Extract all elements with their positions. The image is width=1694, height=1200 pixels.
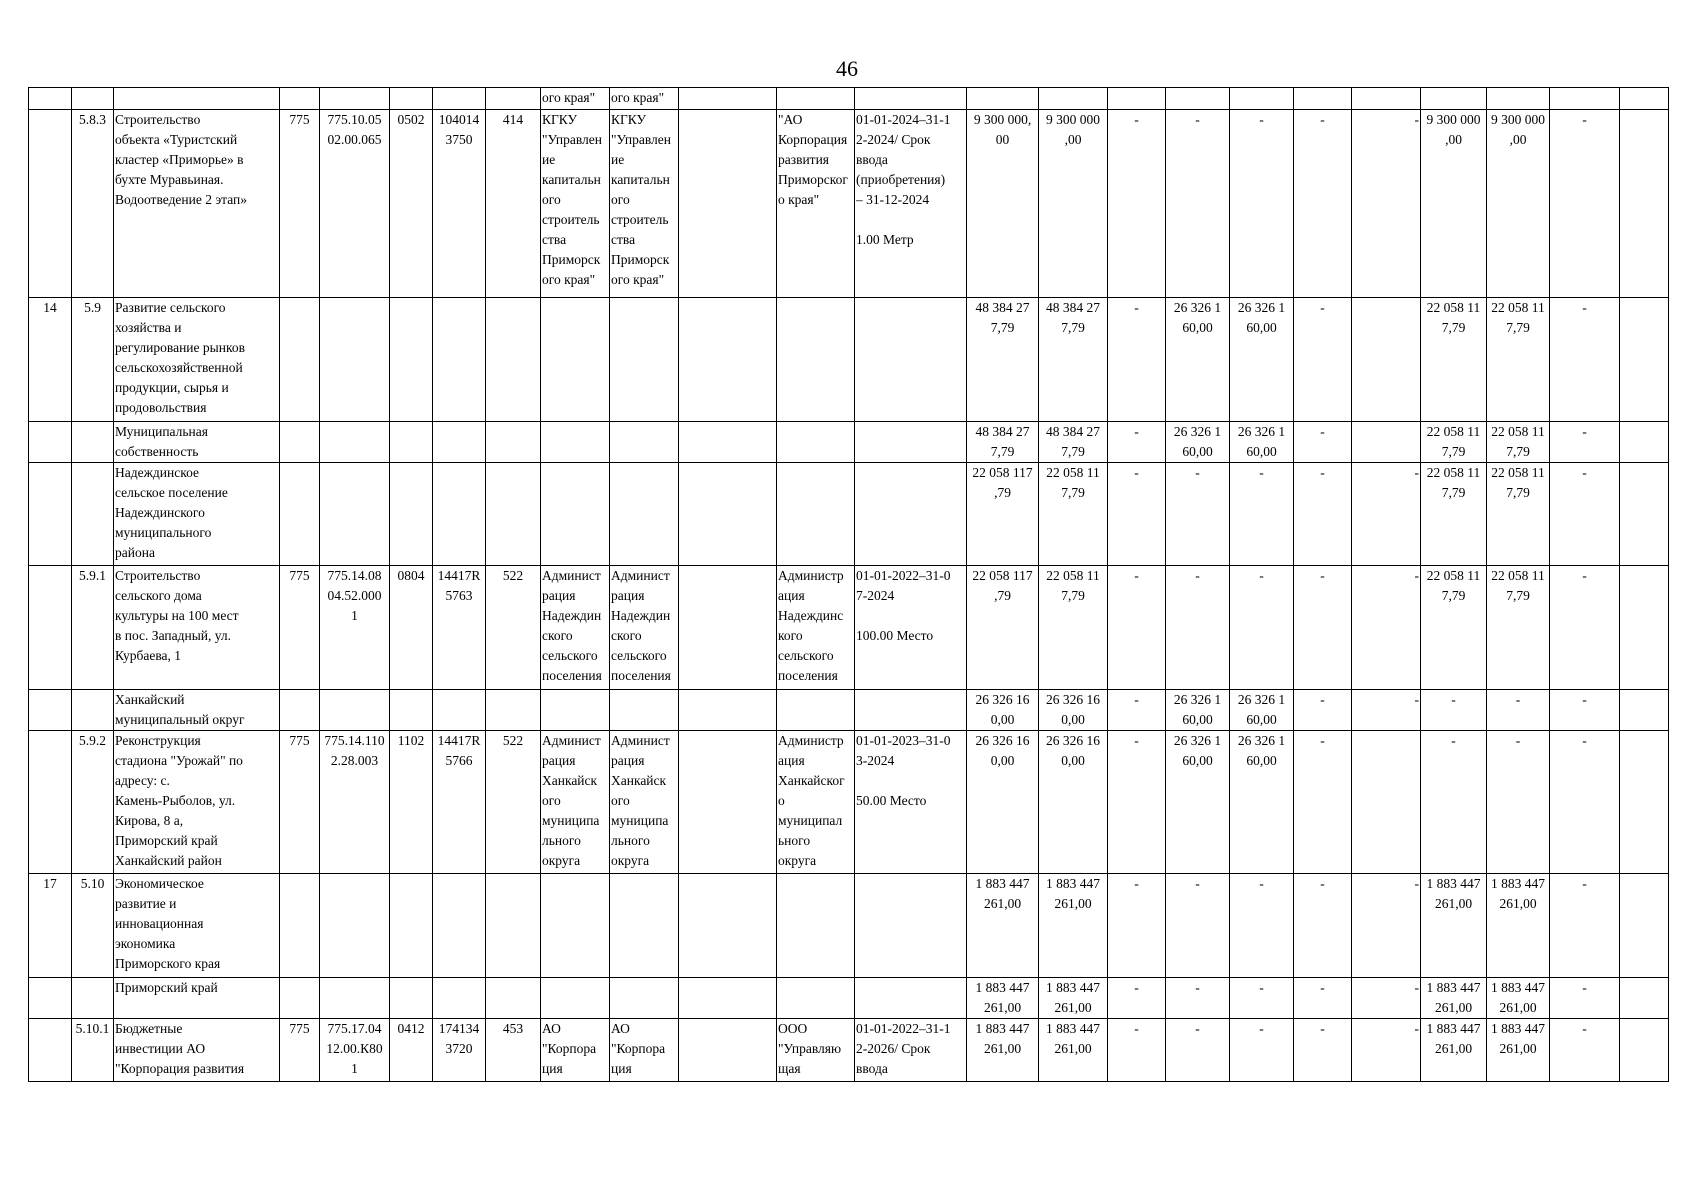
cell-code — [72, 88, 114, 110]
cell-amount: - — [1352, 1019, 1421, 1082]
cell-amount: 1 883 447 261,00 — [967, 1019, 1039, 1082]
cell-amount: 22 058 11 7,79 — [1421, 566, 1487, 690]
cell-csr — [320, 690, 390, 731]
cell-csr — [320, 463, 390, 566]
cell-amount: - — [1550, 463, 1620, 566]
cell-amount: 26 326 1 60,00 — [1166, 422, 1230, 463]
cell-amount: 26 326 1 60,00 — [1230, 690, 1294, 731]
cell-num — [29, 110, 72, 298]
cell-rzpr — [390, 690, 433, 731]
cell-amount — [1620, 110, 1669, 298]
cell-amount: - — [1230, 978, 1294, 1019]
cell-customer — [541, 422, 610, 463]
cell-name: Ханкайский муниципальный округ — [114, 690, 280, 731]
cell-name: Реконструкция стадиона "Урожай" по адресу: с. Камень-Рыболов, ул. Кирова, 8 а, Приморский край Ханкайский район — [114, 731, 280, 874]
cell-amount: - — [1294, 874, 1352, 978]
cell-amount: 26 326 16 0,00 — [1039, 731, 1108, 874]
cell-vr — [486, 690, 541, 731]
cell-developer: АО "Корпора ция — [610, 1019, 679, 1082]
cell-amount: 22 058 11 7,79 — [1487, 298, 1550, 422]
cell-csr: 775.10.05 02.00.065 — [320, 110, 390, 298]
cell-csr: 775.17.04 12.00.К80 1 — [320, 1019, 390, 1082]
cell-customer: КГКУ "Управлен ие капитальн ого строитель ства Приморск ого края" — [541, 110, 610, 298]
cell-amount: - — [1294, 298, 1352, 422]
cell-amount: - — [1294, 422, 1352, 463]
cell-executor: Администр ация Надеждинс кого сельского поселения — [777, 566, 855, 690]
cell-num — [29, 463, 72, 566]
cell-executor: ООО "Управляю щая — [777, 1019, 855, 1082]
cell-executor — [777, 422, 855, 463]
cell-name: Надеждинское сельское поселение Надеждинского муниципального района — [114, 463, 280, 566]
cell-amount: 26 326 1 60,00 — [1166, 298, 1230, 422]
cell-amount: 26 326 1 60,00 — [1230, 298, 1294, 422]
cell-amount — [1421, 88, 1487, 110]
cell-csr — [320, 422, 390, 463]
cell-num — [29, 422, 72, 463]
page-number: 46 — [836, 56, 858, 81]
cell-developer — [610, 690, 679, 731]
cell-csr: 775.14.08 04.52.000 1 — [320, 566, 390, 690]
cell-amount: 1 883 447 261,00 — [967, 874, 1039, 978]
cell-name: Строительство сельского дома культуры на 100 мест в пос. Западный, ул. Курбаева, 1 — [114, 566, 280, 690]
cell-amount: 9 300 000 ,00 — [1487, 110, 1550, 298]
cell-amount — [1620, 566, 1669, 690]
cell-amount: - — [1352, 690, 1421, 731]
cell-kcsr — [433, 88, 486, 110]
table-row — [29, 690, 1669, 731]
cell-kcsr — [433, 422, 486, 463]
cell-name — [114, 88, 280, 110]
cell-vr — [486, 874, 541, 978]
table-row — [29, 978, 1669, 1019]
cell-amount: - — [1294, 1019, 1352, 1082]
cell-grbs: 775 — [280, 1019, 320, 1082]
cell-code — [72, 463, 114, 566]
cell-code — [72, 422, 114, 463]
cell-code: 5.8.3 — [72, 110, 114, 298]
cell-amount: 26 326 16 0,00 — [967, 690, 1039, 731]
cell-amount: - — [1166, 1019, 1230, 1082]
cell-amount: 22 058 11 7,79 — [1039, 566, 1108, 690]
cell-vr: 522 — [486, 566, 541, 690]
cell-empty — [679, 1019, 777, 1082]
cell-vr: 453 — [486, 1019, 541, 1082]
cell-num — [29, 690, 72, 731]
cell-period: 01-01-2022–31-0 7-2024 100.00 Место — [855, 566, 967, 690]
cell-empty — [679, 298, 777, 422]
cell-amount: - — [1166, 978, 1230, 1019]
cell-amount: - — [1352, 566, 1421, 690]
cell-rzpr — [390, 463, 433, 566]
cell-amount — [1108, 88, 1166, 110]
cell-csr — [320, 88, 390, 110]
cell-executor — [777, 874, 855, 978]
cell-empty — [679, 731, 777, 874]
cell-amount: 1 883 447 261,00 — [1487, 874, 1550, 978]
cell-grbs: 775 — [280, 731, 320, 874]
cell-amount: - — [1294, 110, 1352, 298]
cell-name: Бюджетные инвестиции АО "Корпорация развития — [114, 1019, 280, 1082]
cell-period — [855, 88, 967, 110]
cell-amount — [1620, 731, 1669, 874]
cell-amount: 1 883 447 261,00 — [1039, 874, 1108, 978]
cell-amount: 1 883 447 261,00 — [1039, 1019, 1108, 1082]
cell-amount: - — [1421, 690, 1487, 731]
cell-name: Строительство объекта «Туристский кластер «Приморье» в бухте Муравьиная. Водоотведение 2 этап» — [114, 110, 280, 298]
cell-amount: - — [1294, 978, 1352, 1019]
cell-amount — [1620, 1019, 1669, 1082]
cell-amount — [1620, 874, 1669, 978]
cell-amount: - — [1230, 1019, 1294, 1082]
cell-amount: - — [1166, 110, 1230, 298]
cell-amount — [1550, 88, 1620, 110]
cell-customer: ого края" — [541, 88, 610, 110]
cell-period — [855, 463, 967, 566]
cell-num: 17 — [29, 874, 72, 978]
cell-kcsr — [433, 298, 486, 422]
cell-amount — [1620, 690, 1669, 731]
cell-amount: - — [1352, 463, 1421, 566]
cell-vr: 414 — [486, 110, 541, 298]
cell-amount — [1352, 298, 1421, 422]
cell-amount: 1 883 447 261,00 — [1039, 978, 1108, 1019]
cell-amount: 22 058 11 7,79 — [1487, 566, 1550, 690]
cell-amount: - — [1230, 110, 1294, 298]
cell-customer — [541, 298, 610, 422]
cell-amount: - — [1550, 110, 1620, 298]
cell-kcsr: 104014 3750 — [433, 110, 486, 298]
table-row — [29, 298, 1669, 422]
cell-code: 5.9.2 — [72, 731, 114, 874]
cell-amount: - — [1487, 731, 1550, 874]
cell-code: 5.9.1 — [72, 566, 114, 690]
table-row — [29, 88, 1669, 110]
cell-amount: 22 058 117 ,79 — [967, 566, 1039, 690]
cell-csr — [320, 978, 390, 1019]
cell-amount: - — [1550, 566, 1620, 690]
cell-amount: 9 300 000 ,00 — [1039, 110, 1108, 298]
cell-period: 01-01-2022–31-1 2-2026/ Срок ввода — [855, 1019, 967, 1082]
cell-num — [29, 978, 72, 1019]
cell-amount: 22 058 11 7,79 — [1487, 463, 1550, 566]
cell-amount — [1230, 88, 1294, 110]
cell-amount: 48 384 27 7,79 — [1039, 422, 1108, 463]
table-row — [29, 731, 1669, 874]
cell-amount: 26 326 16 0,00 — [1039, 690, 1108, 731]
cell-empty — [679, 566, 777, 690]
cell-period: 01-01-2023–31-0 3-2024 50.00 Место — [855, 731, 967, 874]
cell-amount: 1 883 447 261,00 — [1421, 874, 1487, 978]
cell-executor: "АО Корпорация развития Приморског о края" — [777, 110, 855, 298]
cell-period — [855, 978, 967, 1019]
cell-empty — [679, 88, 777, 110]
cell-rzpr — [390, 88, 433, 110]
cell-amount: - — [1550, 1019, 1620, 1082]
cell-empty — [679, 690, 777, 731]
cell-grbs — [280, 874, 320, 978]
cell-amount: 22 058 11 7,79 — [1487, 422, 1550, 463]
cell-rzpr — [390, 874, 433, 978]
cell-kcsr: 174134 3720 — [433, 1019, 486, 1082]
cell-amount: 9 300 000, 00 — [967, 110, 1039, 298]
cell-amount: - — [1550, 731, 1620, 874]
cell-amount: - — [1294, 566, 1352, 690]
cell-grbs — [280, 978, 320, 1019]
cell-developer — [610, 978, 679, 1019]
cell-empty — [679, 463, 777, 566]
cell-amount: - — [1294, 731, 1352, 874]
cell-developer: Админист рация Ханкайск ого муниципа льного округа — [610, 731, 679, 874]
table-row — [29, 463, 1669, 566]
cell-amount — [1620, 422, 1669, 463]
cell-rzpr: 0412 — [390, 1019, 433, 1082]
cell-customer: АО "Корпора ция — [541, 1019, 610, 1082]
cell-amount: - — [1550, 874, 1620, 978]
cell-kcsr — [433, 690, 486, 731]
cell-amount: 22 058 11 7,79 — [1421, 463, 1487, 566]
cell-amount: 1 883 447 261,00 — [1487, 978, 1550, 1019]
cell-empty — [679, 422, 777, 463]
cell-code: 5.10 — [72, 874, 114, 978]
cell-amount: - — [1352, 978, 1421, 1019]
cell-amount: - — [1550, 690, 1620, 731]
cell-num — [29, 566, 72, 690]
cell-developer — [610, 463, 679, 566]
cell-amount — [1352, 422, 1421, 463]
cell-grbs: 775 — [280, 110, 320, 298]
cell-amount: - — [1550, 298, 1620, 422]
cell-amount: - — [1108, 298, 1166, 422]
cell-amount: 1 883 447 261,00 — [1421, 978, 1487, 1019]
cell-vr — [486, 463, 541, 566]
cell-amount: - — [1230, 566, 1294, 690]
cell-vr — [486, 978, 541, 1019]
cell-developer — [610, 422, 679, 463]
cell-amount: - — [1108, 463, 1166, 566]
cell-customer: Админист рация Ханкайск ого муниципа льного округа — [541, 731, 610, 874]
cell-amount: 48 384 27 7,79 — [967, 298, 1039, 422]
cell-period — [855, 422, 967, 463]
cell-amount — [1620, 978, 1669, 1019]
cell-period — [855, 298, 967, 422]
cell-amount — [1620, 88, 1669, 110]
cell-developer: Админист рация Надеждин ского сельского поселения — [610, 566, 679, 690]
table-row — [29, 1019, 1669, 1082]
cell-vr: 522 — [486, 731, 541, 874]
cell-amount: 26 326 1 60,00 — [1166, 690, 1230, 731]
cell-kcsr — [433, 978, 486, 1019]
cell-executor — [777, 88, 855, 110]
cell-period: 01-01-2024–31-1 2-2024/ Срок ввода (приобретения) – 31-12-2024 1.00 Метр — [855, 110, 967, 298]
cell-code — [72, 690, 114, 731]
cell-amount: - — [1166, 566, 1230, 690]
table-row — [29, 566, 1669, 690]
cell-empty — [679, 110, 777, 298]
cell-amount: - — [1230, 874, 1294, 978]
cell-code: 5.10.1 — [72, 1019, 114, 1082]
cell-amount: 48 384 27 7,79 — [1039, 298, 1108, 422]
cell-amount: 26 326 1 60,00 — [1230, 422, 1294, 463]
cell-grbs — [280, 422, 320, 463]
cell-csr: 775.14.110 2.28.003 — [320, 731, 390, 874]
cell-grbs — [280, 463, 320, 566]
cell-amount: - — [1550, 422, 1620, 463]
cell-num — [29, 88, 72, 110]
cell-kcsr: 14417R 5766 — [433, 731, 486, 874]
cell-csr — [320, 298, 390, 422]
table-row — [29, 874, 1669, 978]
cell-amount — [1294, 88, 1352, 110]
cell-amount: 22 058 11 7,79 — [1039, 463, 1108, 566]
cell-amount — [1039, 88, 1108, 110]
cell-vr — [486, 88, 541, 110]
cell-name: Муниципальная собственность — [114, 422, 280, 463]
cell-amount: - — [1421, 731, 1487, 874]
cell-executor: Администр ация Ханкайског о муниципал ьного округа — [777, 731, 855, 874]
cell-rzpr — [390, 978, 433, 1019]
cell-amount: - — [1230, 463, 1294, 566]
cell-amount: - — [1166, 874, 1230, 978]
cell-developer — [610, 874, 679, 978]
cell-executor — [777, 690, 855, 731]
cell-name: Экономическое развитие и инновационная экономика Приморского края — [114, 874, 280, 978]
cell-amount: - — [1294, 463, 1352, 566]
cell-amount — [1620, 298, 1669, 422]
cell-num: 14 — [29, 298, 72, 422]
cell-empty — [679, 874, 777, 978]
cell-amount: 1 883 447 261,00 — [1421, 1019, 1487, 1082]
cell-amount: - — [1108, 978, 1166, 1019]
cell-rzpr: 1102 — [390, 731, 433, 874]
cell-amount: - — [1166, 463, 1230, 566]
cell-amount — [1620, 463, 1669, 566]
cell-empty — [679, 978, 777, 1019]
cell-amount: - — [1108, 1019, 1166, 1082]
cell-amount: - — [1108, 566, 1166, 690]
cell-amount: 48 384 27 7,79 — [967, 422, 1039, 463]
cell-kcsr: 14417R 5763 — [433, 566, 486, 690]
cell-num — [29, 1019, 72, 1082]
cell-amount: 22 058 11 7,79 — [1421, 298, 1487, 422]
cell-amount: - — [1294, 690, 1352, 731]
cell-amount: - — [1108, 874, 1166, 978]
cell-amount: 22 058 11 7,79 — [1421, 422, 1487, 463]
cell-grbs — [280, 690, 320, 731]
cell-code — [72, 978, 114, 1019]
cell-amount — [1487, 88, 1550, 110]
cell-amount: 9 300 000 ,00 — [1421, 110, 1487, 298]
cell-amount: 26 326 1 60,00 — [1230, 731, 1294, 874]
cell-amount: - — [1108, 690, 1166, 731]
cell-name: Приморский край — [114, 978, 280, 1019]
cell-amount: 22 058 117 ,79 — [967, 463, 1039, 566]
cell-amount: 1 883 447 261,00 — [967, 978, 1039, 1019]
cell-amount: 1 883 447 261,00 — [1487, 1019, 1550, 1082]
cell-amount: - — [1108, 110, 1166, 298]
cell-amount: - — [1352, 874, 1421, 978]
cell-developer — [610, 298, 679, 422]
cell-developer: КГКУ "Управлен ие капитальн ого строитель ства Приморск ого края" — [610, 110, 679, 298]
cell-customer — [541, 463, 610, 566]
cell-amount: - — [1487, 690, 1550, 731]
cell-amount: - — [1108, 731, 1166, 874]
cell-grbs — [280, 88, 320, 110]
table-row — [29, 422, 1669, 463]
cell-amount — [1166, 88, 1230, 110]
cell-grbs — [280, 298, 320, 422]
cell-amount: - — [1352, 110, 1421, 298]
cell-rzpr: 0502 — [390, 110, 433, 298]
cell-kcsr — [433, 463, 486, 566]
cell-rzpr — [390, 298, 433, 422]
cell-vr — [486, 422, 541, 463]
cell-rzpr — [390, 422, 433, 463]
cell-grbs: 775 — [280, 566, 320, 690]
cell-amount: 26 326 1 60,00 — [1166, 731, 1230, 874]
cell-customer — [541, 690, 610, 731]
cell-num — [29, 731, 72, 874]
cell-amount — [1352, 88, 1421, 110]
table-row — [29, 110, 1669, 298]
cell-csr — [320, 874, 390, 978]
cell-rzpr: 0804 — [390, 566, 433, 690]
cell-amount — [967, 88, 1039, 110]
cell-customer: Админист рация Надеждин ского сельского поселения — [541, 566, 610, 690]
cell-executor — [777, 463, 855, 566]
cell-executor — [777, 978, 855, 1019]
cell-customer — [541, 874, 610, 978]
cell-kcsr — [433, 874, 486, 978]
cell-executor — [777, 298, 855, 422]
cell-customer — [541, 978, 610, 1019]
cell-code: 5.9 — [72, 298, 114, 422]
cell-period — [855, 690, 967, 731]
cell-vr — [486, 298, 541, 422]
cell-period — [855, 874, 967, 978]
cell-amount: - — [1550, 978, 1620, 1019]
cell-amount — [1352, 731, 1421, 874]
cell-developer: ого края" — [610, 88, 679, 110]
cell-amount: - — [1108, 422, 1166, 463]
budget-table — [28, 87, 1669, 1082]
cell-name: Развитие сельского хозяйства и регулирование рынков сельскохозяйственной продукции, сырья и продовольствия — [114, 298, 280, 422]
cell-amount: 26 326 16 0,00 — [967, 731, 1039, 874]
